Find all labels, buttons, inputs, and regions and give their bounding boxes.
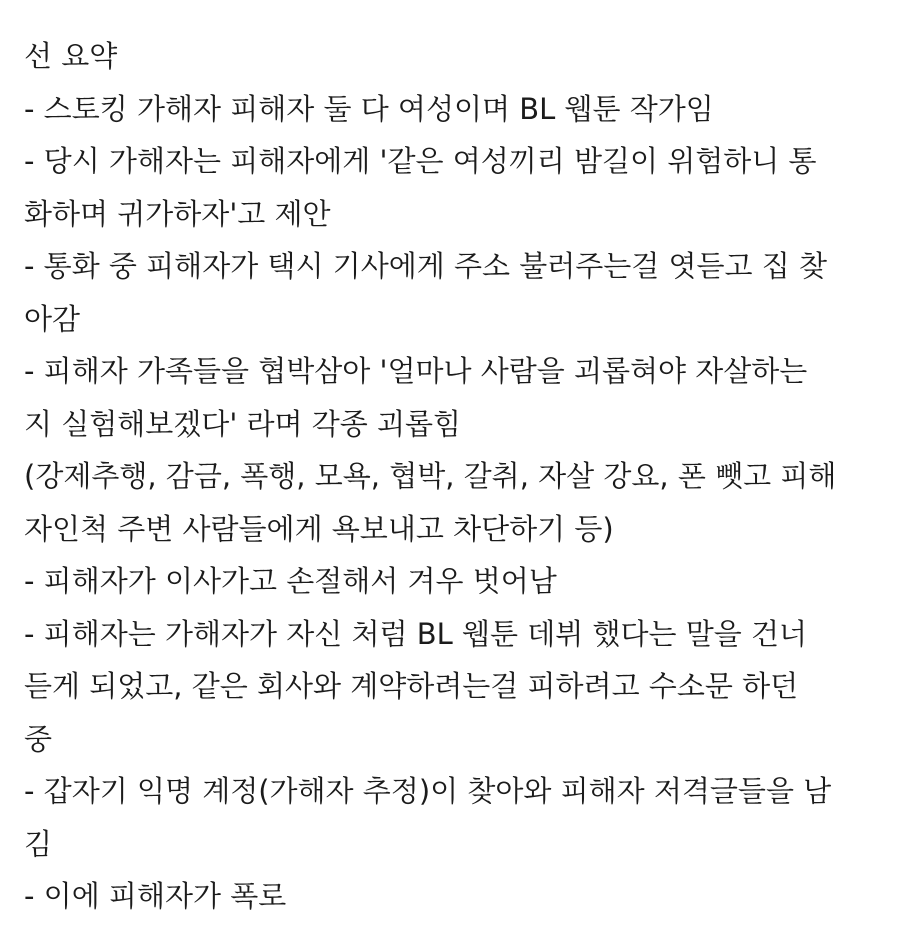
text-line: - 피해자가 이사가고 손절해서 겨우 벗어남	[24, 564, 557, 598]
text-line: - 갑자기 익명 계정(가해자 추정)이 찾아와 피해자 저격글들을 남	[24, 774, 832, 808]
text-line: 아감	[24, 301, 81, 336]
text-line: - 통화 중 피해자가 택시 기사에게 주소 불러주는걸 엿듣고 집 찾	[24, 249, 827, 283]
text-line: 중	[24, 721, 53, 756]
text-line: 지 실험해보겠다' 라며 각종 괴롭힘	[24, 406, 462, 441]
text-line: 화하며 귀가하자'고 제안	[24, 196, 331, 231]
summary-heading: 선 요약	[24, 39, 118, 73]
text-line: - 스토킹 가해자 피해자 둘 다 여성이며 BL 웹툰 작가임	[24, 91, 714, 126]
text-line: (강제추행, 감금, 폭행, 모욕, 협박, 갈취, 자살 강요, 폰 뺏고 피해	[24, 459, 837, 493]
text-line: - 피해자 가족들을 협박삼아 '얼마나 사람을 괴롭혀야 자살하는	[24, 354, 808, 388]
text-line: - 이에 피해자가 폭로	[24, 879, 287, 913]
text-line: 김	[24, 826, 53, 861]
text-line: - 피해자는 가해자가 자신 처럼 BL 웹툰 데뷔 했다는 말을 건너	[24, 616, 808, 651]
text-line: 자인척 주변 사람들에게 욕보내고 차단하기 등)	[24, 511, 614, 546]
text-line: - 당시 가해자는 피해자에게 '같은 여성끼리 밤길이 위험하니 통	[24, 144, 817, 178]
text-line: 듣게 되었고, 같은 회사와 계약하려는걸 피하려고 수소문 하던	[24, 669, 799, 703]
